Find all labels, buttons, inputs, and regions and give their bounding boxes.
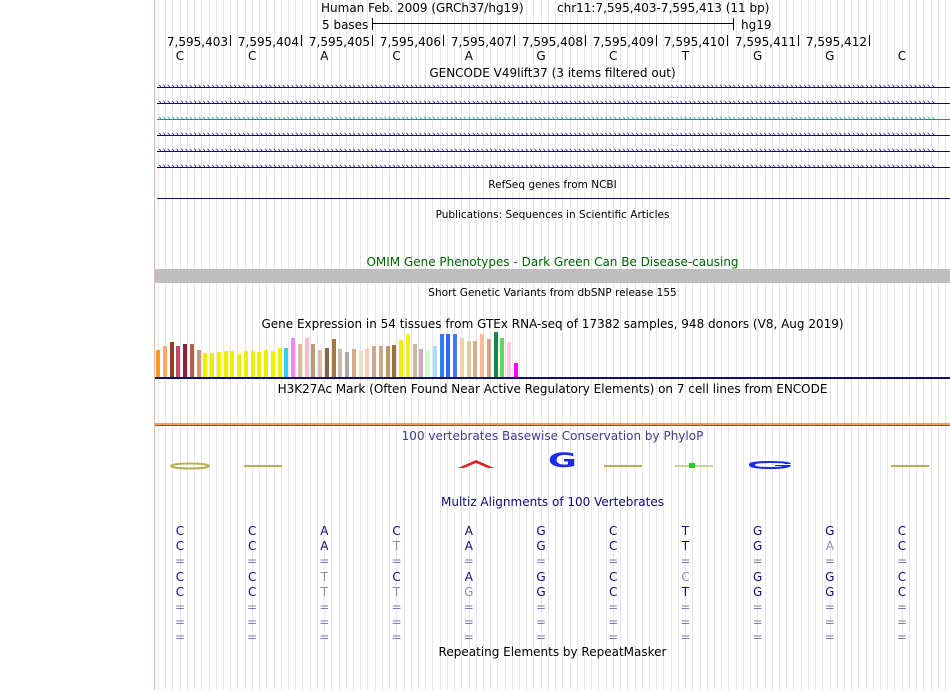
gtex-tissue-bar[interactable] [359,350,363,378]
gtex-tissue-bar[interactable] [156,350,160,379]
alignment-base: = [752,600,763,614]
scale-bar-left-tick [372,18,373,30]
alignment-base: = [319,554,330,569]
omim-track-title: OMIM Gene Phenotypes - Dark Green Can Be Disease-causing [366,255,739,269]
gtex-tissue-bar[interactable] [507,342,511,378]
alignment-base: G [536,569,546,584]
position-text: chr11:7,595,403-7,595,413 (11 bp) [557,1,770,15]
ruler-tick [585,35,586,46]
ruler-position-label: 7,595,403 [166,35,228,49]
alignment-base: = [680,600,691,614]
ruler-tick [869,35,870,46]
alignment-base: = [752,630,763,645]
gtex-tissue-bar[interactable] [413,344,417,378]
alignment-base: = [824,554,835,569]
gtex-tissue-bar[interactable] [419,349,423,378]
ruler-position-label: 7,595,407 [450,35,512,49]
ruler-position-label: 7,595,405 [308,35,370,49]
alignment-base: = [247,615,258,630]
alignment-base: = [680,615,691,630]
alignment-base: = [174,554,186,569]
alignment-base: = [174,615,186,630]
alignment-base: = [463,554,474,569]
gtex-tissue-bar[interactable] [203,353,207,378]
reference-base: C [175,49,185,63]
phylop-logo-c2 [244,465,282,467]
gtex-baseline [155,377,950,379]
gene-model-row[interactable] [155,128,950,143]
repeatmasker-track-title: Repeating Elements by RepeatMasker [438,645,667,659]
alignment-base: G [825,569,835,584]
alignment-base: T [681,524,690,538]
alignment-base: G [825,584,835,599]
ruler-tick [443,35,444,46]
gtex-tissue-bar[interactable] [163,346,167,378]
reference-base: C [608,49,618,63]
gene-model-row[interactable] [155,160,950,175]
alignment-base: = [463,600,474,614]
alignment-base: A [464,524,473,538]
alignment-base: A [464,569,473,584]
multiz-track-title: Multiz Alignments of 100 Vertebrates [440,495,665,509]
gtex-tissue-bar[interactable] [217,352,221,378]
gtex-tissue-bar[interactable] [345,352,349,378]
alignment-base: C [897,569,907,584]
alignment-base: C [608,524,618,538]
alignment-base: A [320,524,329,538]
gtex-tissue-bar[interactable] [197,350,201,378]
alignment-base: G [536,584,546,599]
ruler-position-label: 7,595,404 [237,35,299,49]
gtex-tissue-bar[interactable] [392,345,396,378]
alignment-base: = [896,554,908,569]
gtex-tissue-bar[interactable] [264,350,268,378]
alignment-base: = [680,554,691,569]
alignment-base: = [752,554,763,569]
gtex-tissue-bar[interactable] [338,349,342,378]
ruler-position-label: 7,595,409 [592,35,654,49]
gtex-track-title: Gene Expression in 54 tissues from GTEx RNA-seq of 17382 samples, 948 donors (V8, Aug 2019) [261,317,844,331]
gtex-tissue-bar[interactable] [210,353,214,378]
ruler-tick [301,35,302,46]
gtex-tissue-bar[interactable] [494,332,498,378]
browser-image[interactable] [155,0,950,690]
gtex-tissue-bar[interactable] [406,334,410,378]
gtex-tissue-bar[interactable] [251,351,255,378]
alignment-base: = [174,600,186,614]
alignment-base: = [608,630,619,645]
alignment-base: C [608,569,618,584]
gtex-tissue-bar[interactable] [379,346,383,378]
phylop-logo-a [458,460,494,468]
omim-gene-bar[interactable] [155,269,950,283]
alignment-base: = [608,615,619,630]
alignment-base: G [752,584,763,599]
alignment-base: A [464,539,473,554]
assembly-title: Human Feb. 2009 (GRCh37/hg19) [321,1,524,15]
gtex-bar-chart[interactable] [155,332,535,378]
gene-strand-arrows: ›››››››››››››››››››››››››››››››››››››››››››››››››››››››››››››››››››››››››››››››››››››››››››››››››››››››››››››››››››››››››››››››››››››››››››››››››››››››››››››››››››››››››››››››› [157,98,935,108]
alignment-base: = [608,600,619,614]
gene-strand-arrows: ›››››››››››››››››››››››››››››››››››››››››››››››››››››››››››››››››››››››››››››››››››››››››››››››››››››››››››››››››››››››››››››››››››››››››››››››››››››››››››››››››››››››››››››››› [157,130,935,140]
gtex-tissue-bar[interactable] [291,338,295,378]
alignment-base: A [825,539,834,554]
phylop-logo[interactable] [155,446,950,474]
gtex-tissue-bar[interactable] [237,354,241,378]
alignment-base: C [175,539,185,554]
alignment-base: C [681,569,690,584]
gtex-tissue-bar[interactable] [230,351,234,378]
h3k27ac-signal-edge [155,425,950,426]
gtex-tissue-bar[interactable] [278,348,282,378]
scale-bar [372,23,733,24]
gtex-tissue-bar[interactable] [305,338,309,378]
gtex-tissue-bar[interactable] [514,363,518,378]
alignment-base: C [897,524,907,538]
phylop-logo-c3 [604,465,642,467]
alignment-base: = [535,630,547,645]
gene-strand-arrows: ›››››››››››››››››››››››››››››››››››››››››››››››››››››››››››››››››››››››››››››››››››››››››››››››››››››››››››››››››››››››››››››››››››››››››››››››››››››››››››››››››››››››››››››››› [157,82,935,92]
publications-track-title: Publications: Sequences in Scientific Articles [435,209,670,221]
alignment-base: G [752,539,763,554]
gtex-tissue-bar[interactable] [365,349,369,378]
scale-assembly: hg19 [741,18,772,32]
refseq-track-title: RefSeq genes from NCBI [488,179,617,191]
ruler-position-label: 7,595,411 [734,35,796,49]
reference-base: C [897,49,907,63]
alignment-base: C [175,584,185,599]
alignment-base: = [752,615,763,630]
gtex-tissue-bar[interactable] [284,348,288,378]
alignment-base: G [536,524,546,538]
alignment-base: T [320,569,329,584]
ruler-tick [656,35,657,46]
alignment-base: = [247,600,258,614]
alignment-base: = [247,630,258,645]
scale-bar-right-tick [733,18,734,30]
refseq-gene-line[interactable] [157,198,950,199]
alignment-base: C [247,584,257,599]
gtex-tissue-bar[interactable] [386,346,390,378]
alignment-base: = [391,615,402,630]
phylop-logo-t [675,463,713,468]
gtex-tissue-bar[interactable] [183,344,187,378]
alignment-base: C [897,584,907,599]
gtex-tissue-bar[interactable] [311,344,315,378]
gencode-track-title: GENCODE V49lift37 (3 items filtered out) [429,66,676,80]
reference-base: T [681,49,690,63]
alignment-base: C [608,539,618,554]
gtex-tissue-bar[interactable] [473,341,477,378]
alignment-base: T [320,584,329,599]
alignment-base: C [247,569,257,584]
alignment-base: = [391,600,402,614]
track-label-column [0,0,154,690]
alignment-base: = [174,630,186,645]
reference-base: C [247,49,257,63]
gtex-tissue-bar[interactable] [170,342,174,378]
gene-model-row[interactable] [155,80,950,95]
alignment-base: C [392,569,401,584]
phylop-logo-g2 [749,461,791,469]
alignment-base: C [392,524,401,538]
ruler-position-label: 7,595,410 [663,35,725,49]
alignment-base: G [752,524,763,538]
gene-strand-arrows: ›››››››››››››››››››››››››››››››››››››››››››››››››››››››››››››››››››››››››››››››››››››››››››››››››››››››››››››››››››››››››››››››››››››››››››››››››››››››››››››››››››››››››››››››› [157,114,935,124]
gtex-tissue-bar[interactable] [467,341,471,378]
alignment-base: = [824,600,835,614]
svg-text:G: G [548,449,577,472]
alignment-base: T [392,584,401,599]
gtex-tissue-bar[interactable] [433,346,437,378]
alignment-base: = [535,600,547,614]
alignment-base: = [680,630,691,645]
phylop-track-title: 100 vertebrates Basewise Conservation by PhyloP [401,429,704,443]
alignment-base: = [319,615,330,630]
gtex-tissue-bar[interactable] [487,339,491,378]
alignment-base: = [319,630,330,645]
alignment-base: T [681,539,690,554]
gtex-tissue-bar[interactable] [446,334,450,378]
alignment-base: T [681,584,690,599]
alignment-base: G [752,569,763,584]
alignment-base: = [608,554,619,569]
reference-base: A [320,49,329,63]
alignment-base: C [247,539,257,554]
gene-strand-arrows: ›››››››››››››››››››››››››››››››››››››››››››››››››››››››››››››››››››››››››››››››››››››››››››››››››››››››››››››››››››››››››››››››››››››››››››››››››››››››››››››››››››››››››››››››› [157,162,935,172]
gtex-tissue-bar[interactable] [257,352,261,378]
scale-bar-text: 5 bases [322,18,369,32]
alignment-base: C [897,539,907,554]
gtex-tissue-bar[interactable] [399,340,403,378]
gtex-tissue-bar[interactable] [332,339,336,378]
alignment-base: = [247,554,258,569]
ruler-position-label: 7,595,412 [805,35,867,49]
alignment-base: C [247,524,257,538]
alignment-base: = [535,554,547,569]
gene-model-row[interactable] [155,96,950,111]
reference-base: G [752,49,763,63]
gtex-tissue-bar[interactable] [352,349,356,378]
alignment-base: = [535,615,547,630]
gtex-tissue-bar[interactable] [298,344,302,378]
alignment-base: = [896,630,908,645]
alignment-base: C [175,524,185,538]
ruler-tick [514,35,515,46]
gene-model-row[interactable] [155,112,950,127]
alignment-base: = [824,615,835,630]
alignment-base: = [319,600,330,614]
gtex-tissue-bar[interactable] [500,338,504,378]
alignment-base: = [463,630,474,645]
gene-strand-arrows: ›››››››››››››››››››››››››››››››››››››››››››››››››››››››››››››››››››››››››››››››››››››››››››››››››››››››››››››››››››››››››››››››››››››››››››››››››››››››››››››››››››››››››››››››› [157,146,935,156]
gtex-tissue-bar[interactable] [190,344,194,378]
alignment-base: = [896,600,908,614]
reference-base: G [536,49,546,63]
ruler-position-label: 7,595,408 [521,35,583,49]
reference-base: G [825,49,835,63]
gene-model-row[interactable] [155,144,950,159]
alignment-base: = [824,630,835,645]
gtex-tissue-bar[interactable] [244,351,248,378]
gtex-tissue-bar[interactable] [224,351,228,378]
gtex-tissue-bar[interactable] [480,334,484,378]
dbsnp-track-title: Short Genetic Variants from dbSNP release 155 [428,287,677,299]
gtex-tissue-bar[interactable] [271,351,275,378]
alignment-base: = [896,615,908,630]
reference-base: C [392,49,401,63]
reference-base: A [464,49,473,63]
alignment-base: = [463,615,474,630]
alignment-base: = [391,554,402,569]
gtex-tissue-bar[interactable] [318,350,322,379]
ruler-position-label: 7,595,406 [379,35,441,49]
alignment-base: T [392,539,401,554]
gtex-tissue-bar[interactable] [460,338,464,378]
gtex-tissue-bar[interactable] [325,348,329,378]
alignment-base: G [536,539,546,554]
ruler-tick [372,35,373,46]
alignment-base: C [608,584,618,599]
gtex-tissue-bar[interactable] [453,334,457,378]
alignment-base: C [175,569,185,584]
ruler-tick [230,35,231,46]
gtex-tissue-bar[interactable] [440,334,444,378]
ruler-tick [798,35,799,46]
gtex-tissue-bar[interactable] [176,346,180,378]
phylop-logo-g [548,449,577,472]
phylop-logo-c4 [891,465,929,467]
alignment-base: G [464,584,474,599]
gtex-tissue-bar[interactable] [372,346,376,378]
alignment-base: A [320,539,329,554]
ruler-tick [727,35,728,46]
alignment-base: G [825,524,835,538]
gtex-tissue-bar[interactable] [426,350,430,378]
phylop-logo-c1 [171,464,209,469]
alignment-base: = [391,630,402,645]
h3k27ac-track-title: H3K27Ac Mark (Often Found Near Active Regulatory Elements) on 7 cell lines from ENCODE [277,382,828,396]
